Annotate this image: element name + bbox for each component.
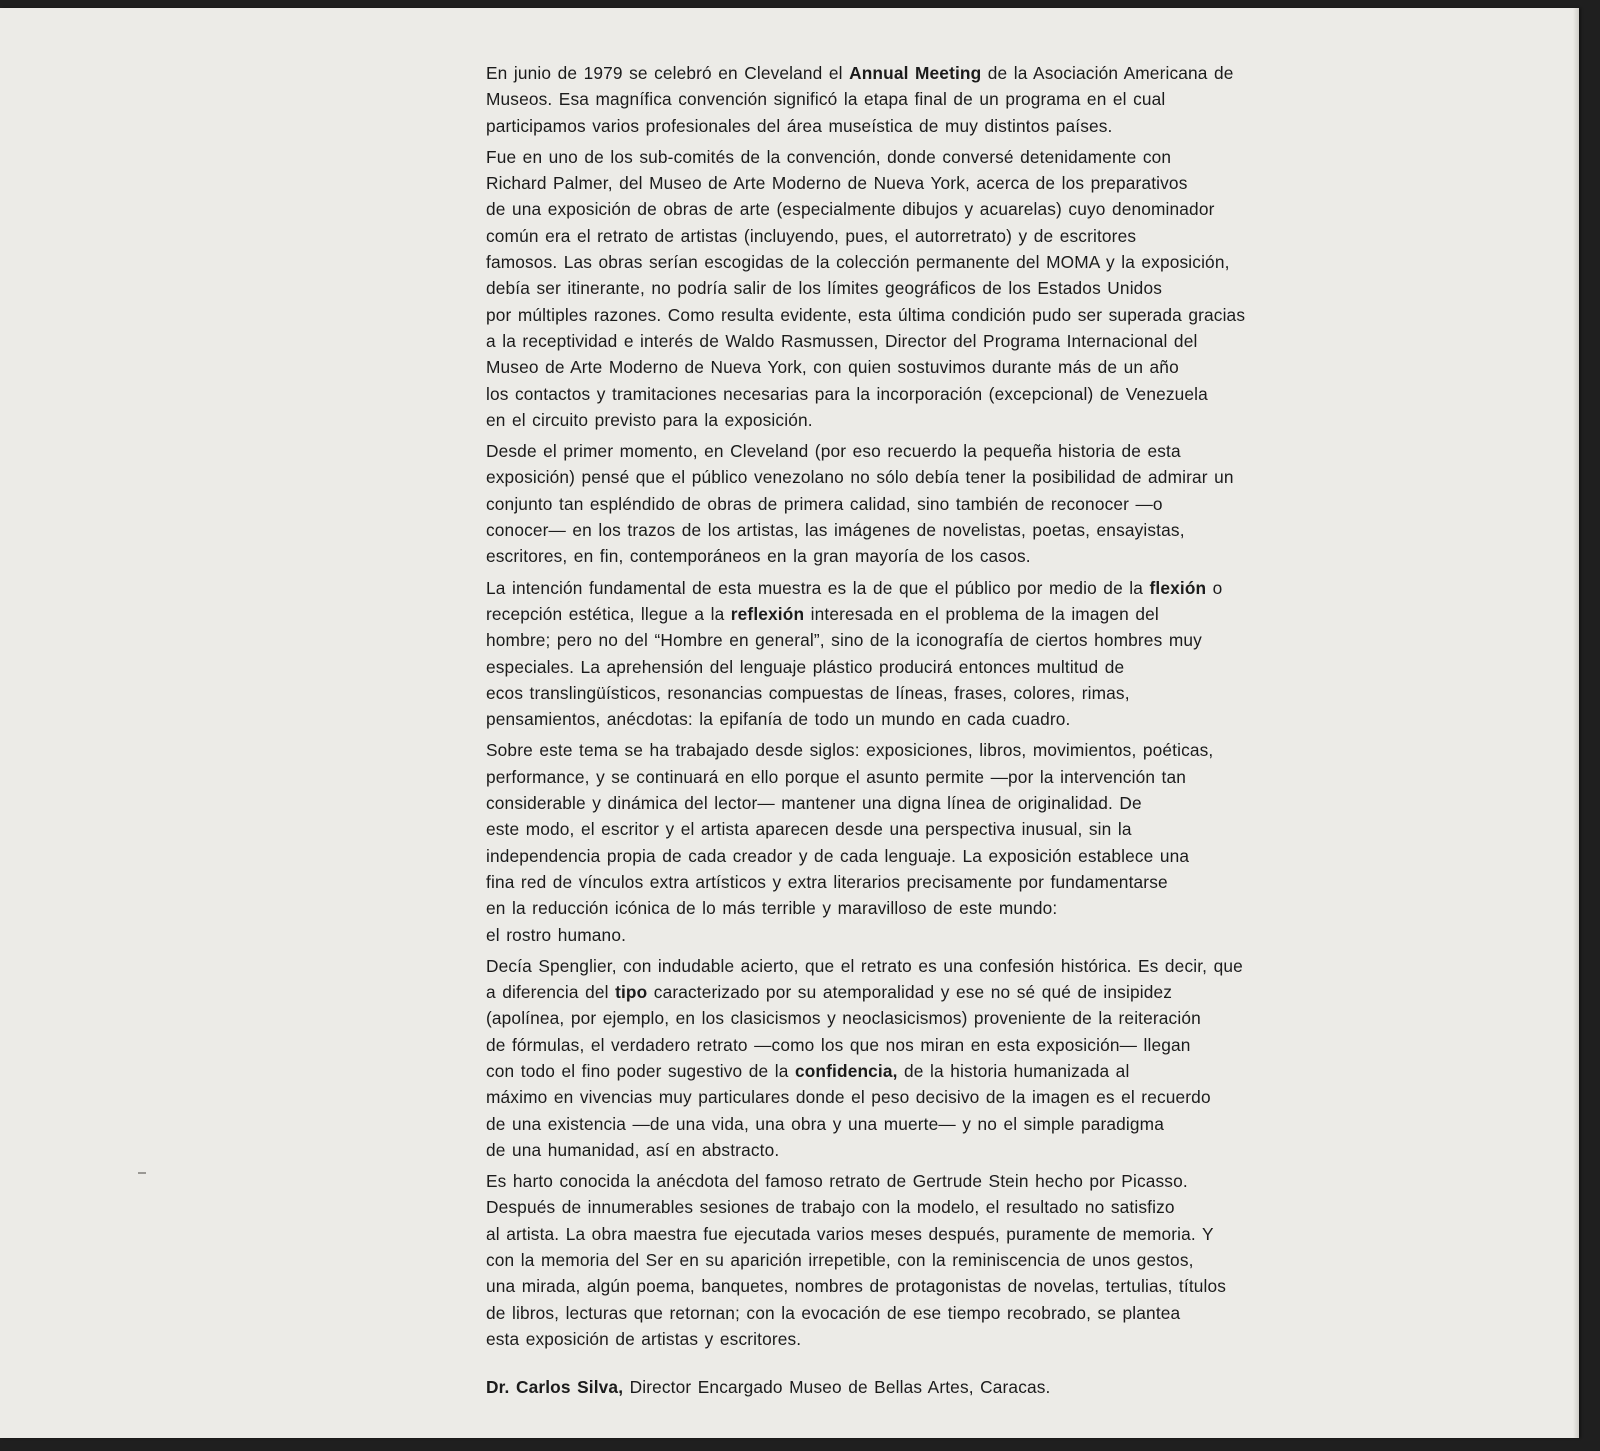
text-run: fina red de vínculos extra artísticos y extra literarios precisamente por fundamentarse (486, 871, 1168, 892)
paragraph (486, 60, 1396, 139)
text-line (486, 86, 1396, 112)
text-run: participamos varios profesionales del área museística de muy distintos países. (486, 115, 1113, 136)
text-line (486, 1137, 1396, 1163)
text-line (486, 491, 1396, 517)
text-line (486, 1221, 1396, 1247)
text-line (486, 170, 1396, 196)
text-line (486, 543, 1396, 569)
text-run: Richard Palmer, del Museo de Arte Moderno de Nueva York, acerca de los preparativos (486, 173, 1188, 194)
text-run: a la receptividad e interés de Waldo Rasmussen, Director del Programa Internacional del (486, 330, 1198, 351)
text-run: conjunto tan espléndido de obras de primera calidad, sino también de reconocer —o (486, 493, 1163, 514)
text-line (486, 1300, 1396, 1326)
author-title: Director Encargado Museo de Bellas Artes, Caracas. (623, 1377, 1051, 1398)
text-line (486, 1168, 1396, 1194)
text-run: Es harto conocida la anécdota del famoso retrato de Gertrude Stein hecho por Picasso. (486, 1171, 1188, 1192)
text-line (486, 627, 1396, 653)
text-line (486, 979, 1396, 1005)
text-line (486, 517, 1396, 543)
text-run: interesada en el problema de la imagen del (804, 603, 1159, 624)
text-line (486, 575, 1396, 601)
text-line (486, 113, 1396, 139)
text-line (486, 381, 1396, 407)
text-run: pensamientos, anécdotas: la epifanía de todo un mundo en cada cuadro. (486, 709, 1071, 730)
text-run: escritores, en fin, contemporáneos en la gran mayoría de los casos. (486, 546, 1031, 567)
document-page (0, 8, 1578, 1438)
text-run: en la reducción icónica de lo más terrible y maravilloso de este mundo: (486, 898, 1058, 919)
text-run: o (1206, 577, 1223, 598)
text-line (486, 1326, 1396, 1352)
text-run: La intención fundamental de esta muestra es la de que el público por medio de la (486, 577, 1150, 598)
page-mark (138, 1172, 146, 1174)
text-line (486, 1005, 1396, 1031)
bold-text: flexión (1149, 577, 1207, 598)
paragraph (486, 575, 1396, 733)
text-run: independencia propia de cada creador y de cada lenguaje. La exposición establece una (486, 845, 1190, 866)
text-run: considerable y dinámica del lector— mantener una digna línea de originalidad. De (486, 793, 1142, 814)
text-run: al artista. La obra maestra fue ejecutada varios meses después, puramente de memoria. Y (486, 1223, 1214, 1244)
text-run: hombre; pero no del “Hombre en general”, sino de la iconografía de ciertos hombres muy (486, 630, 1202, 651)
text-run: de una existencia —de una vida, una obra y una muerte— y no el simple paradigma (486, 1113, 1164, 1134)
text-line (486, 764, 1396, 790)
text-line (486, 1084, 1396, 1110)
text-run: en el circuito previsto para la exposición. (486, 409, 813, 430)
paragraph (486, 737, 1396, 947)
text-line (486, 816, 1396, 842)
text-run: por múltiples razones. Como resulta evidente, esta última condición pudo ser superada gracias (486, 304, 1246, 325)
text-run: famosos. Las obras serían escogidas de la colección permanente del MOMA y la exposición, (486, 252, 1230, 273)
text-line (486, 196, 1396, 222)
text-line (486, 1111, 1396, 1137)
text-run: de fórmulas, el verdadero retrato —como los que nos miran en esta exposición— llegan (486, 1034, 1191, 1055)
bold-text: reflexión (730, 603, 805, 624)
text-run: de la historia humanizada al (897, 1060, 1130, 1081)
text-line (486, 464, 1396, 490)
paragraph (486, 1168, 1396, 1352)
text-line (486, 843, 1396, 869)
text-run: especiales. La aprehensión del lenguaje plástico producirá entonces multitud de (486, 656, 1125, 677)
text-run: performance, y se continuará en ello porque el asunto permite —por la intervención tan (486, 766, 1187, 787)
text-run: Fue en uno de los sub-comités de la convención, donde conversé detenidamente con (486, 146, 1172, 167)
paragraph (486, 953, 1396, 1163)
text-run: ecos translingüísticos, resonancias compuestas de líneas, frases, colores, rimas, (486, 682, 1130, 703)
text-line (486, 1194, 1396, 1220)
author-name: Dr. Carlos Silva, (486, 1377, 624, 1398)
text-run: máximo en vivencias muy particulares donde el peso decisivo de la imagen es el recuerdo (486, 1087, 1211, 1108)
text-line (486, 1058, 1396, 1084)
text-line (486, 302, 1396, 328)
text-run: común era el retrato de artistas (incluyendo, pues, el autorretrato) y de escritores (486, 225, 1137, 246)
text-run: de la Asociación Americana de (981, 63, 1234, 83)
text-line (486, 60, 1396, 86)
paragraph-list (486, 60, 1396, 1352)
text-line (486, 922, 1396, 948)
bold-text: confidencia, (794, 1060, 898, 1081)
signature-line (486, 1374, 1396, 1400)
text-line (486, 1247, 1396, 1273)
essay-text (486, 60, 1396, 1401)
text-line (486, 790, 1396, 816)
text-line (486, 737, 1396, 763)
text-run: a diferencia del (486, 982, 616, 1003)
text-line (486, 1032, 1396, 1058)
text-run: el rostro humano. (486, 924, 627, 945)
text-run: esta exposición de artistas y escritores. (486, 1328, 802, 1349)
text-line (486, 223, 1396, 249)
text-line (486, 601, 1396, 627)
text-line (486, 328, 1396, 354)
text-run: de una humanidad, así en abstracto. (486, 1139, 780, 1160)
text-run: Después de innumerables sesiones de trabajo con la modelo, el resultado no satisfizo (486, 1197, 1175, 1218)
text-run: con la memoria del Ser en su aparición irrepetible, con la reminiscencia de unos gestos, (486, 1250, 1194, 1271)
text-line (486, 249, 1396, 275)
text-run: Desde el primer momento, en Cleveland (por eso recuerdo la pequeña historia de esta (486, 441, 1181, 462)
text-line (486, 953, 1396, 979)
text-run: Sobre este tema se ha trabajado desde siglos: exposiciones, libros, movimientos, poéticas, (486, 740, 1214, 761)
text-line (486, 1273, 1396, 1299)
text-run: este modo, el escritor y el artista aparecen desde una perspectiva inusual, sin la (486, 819, 1132, 840)
paragraph (486, 144, 1396, 433)
text-line (486, 354, 1396, 380)
text-run: con todo el fino poder sugestivo de la (486, 1060, 795, 1081)
text-run: exposición) pensé que el público venezolano no sólo debía tener la posibilidad de admirar un (486, 467, 1234, 488)
text-run: (apolínea, por ejemplo, en los clasicismos y neoclasicismos) proveniente de la reiteración (486, 1008, 1201, 1029)
text-line (486, 680, 1396, 706)
text-run: los contactos y tramitaciones necesarias para la incorporación (excepcional) de Venezuela (486, 383, 1208, 404)
bold-text: Annual Meeting (849, 63, 982, 83)
text-run: una mirada, algún poema, banquetes, nombres de protagonistas de novelas, tertulias, títulos (486, 1276, 1227, 1297)
text-run: caracterizado por su atemporalidad y ese no sé qué de insipidez (647, 982, 1173, 1003)
text-run: de una exposición de obras de arte (especialmente dibujos y acuarelas) cuyo denominador (486, 199, 1215, 220)
bold-text: tipo (615, 982, 648, 1003)
text-line (486, 706, 1396, 732)
text-run: Decía Spenglier, con indudable acierto, que el retrato es una confesión histórica. Es decir, que (486, 955, 1243, 976)
text-line (486, 869, 1396, 895)
text-line (486, 438, 1396, 464)
text-run: debía ser itinerante, no podría salir de los límites geográficos de los Estados Unidos (486, 278, 1162, 299)
text-line (486, 895, 1396, 921)
paragraph (486, 438, 1396, 569)
text-run: En junio de 1979 se celebró en Cleveland el (486, 63, 850, 83)
text-line (486, 407, 1396, 433)
text-run: recepción estética, llegue a la (486, 603, 731, 624)
text-line (486, 654, 1396, 680)
text-run: conocer— en los trazos de los artistas, las imágenes de novelistas, poetas, ensayistas, (486, 520, 1185, 541)
text-run: Museos. Esa magnífica convención significó la etapa final de un programa en el cual (486, 89, 1166, 110)
text-line (486, 275, 1396, 301)
text-line (486, 144, 1396, 170)
text-run: de libros, lecturas que retornan; con la evocación de ese tiempo recobrado, se plantea (486, 1302, 1181, 1323)
text-run: Museo de Arte Moderno de Nueva York, con quien sostuvimos durante más de un año (486, 357, 1179, 378)
